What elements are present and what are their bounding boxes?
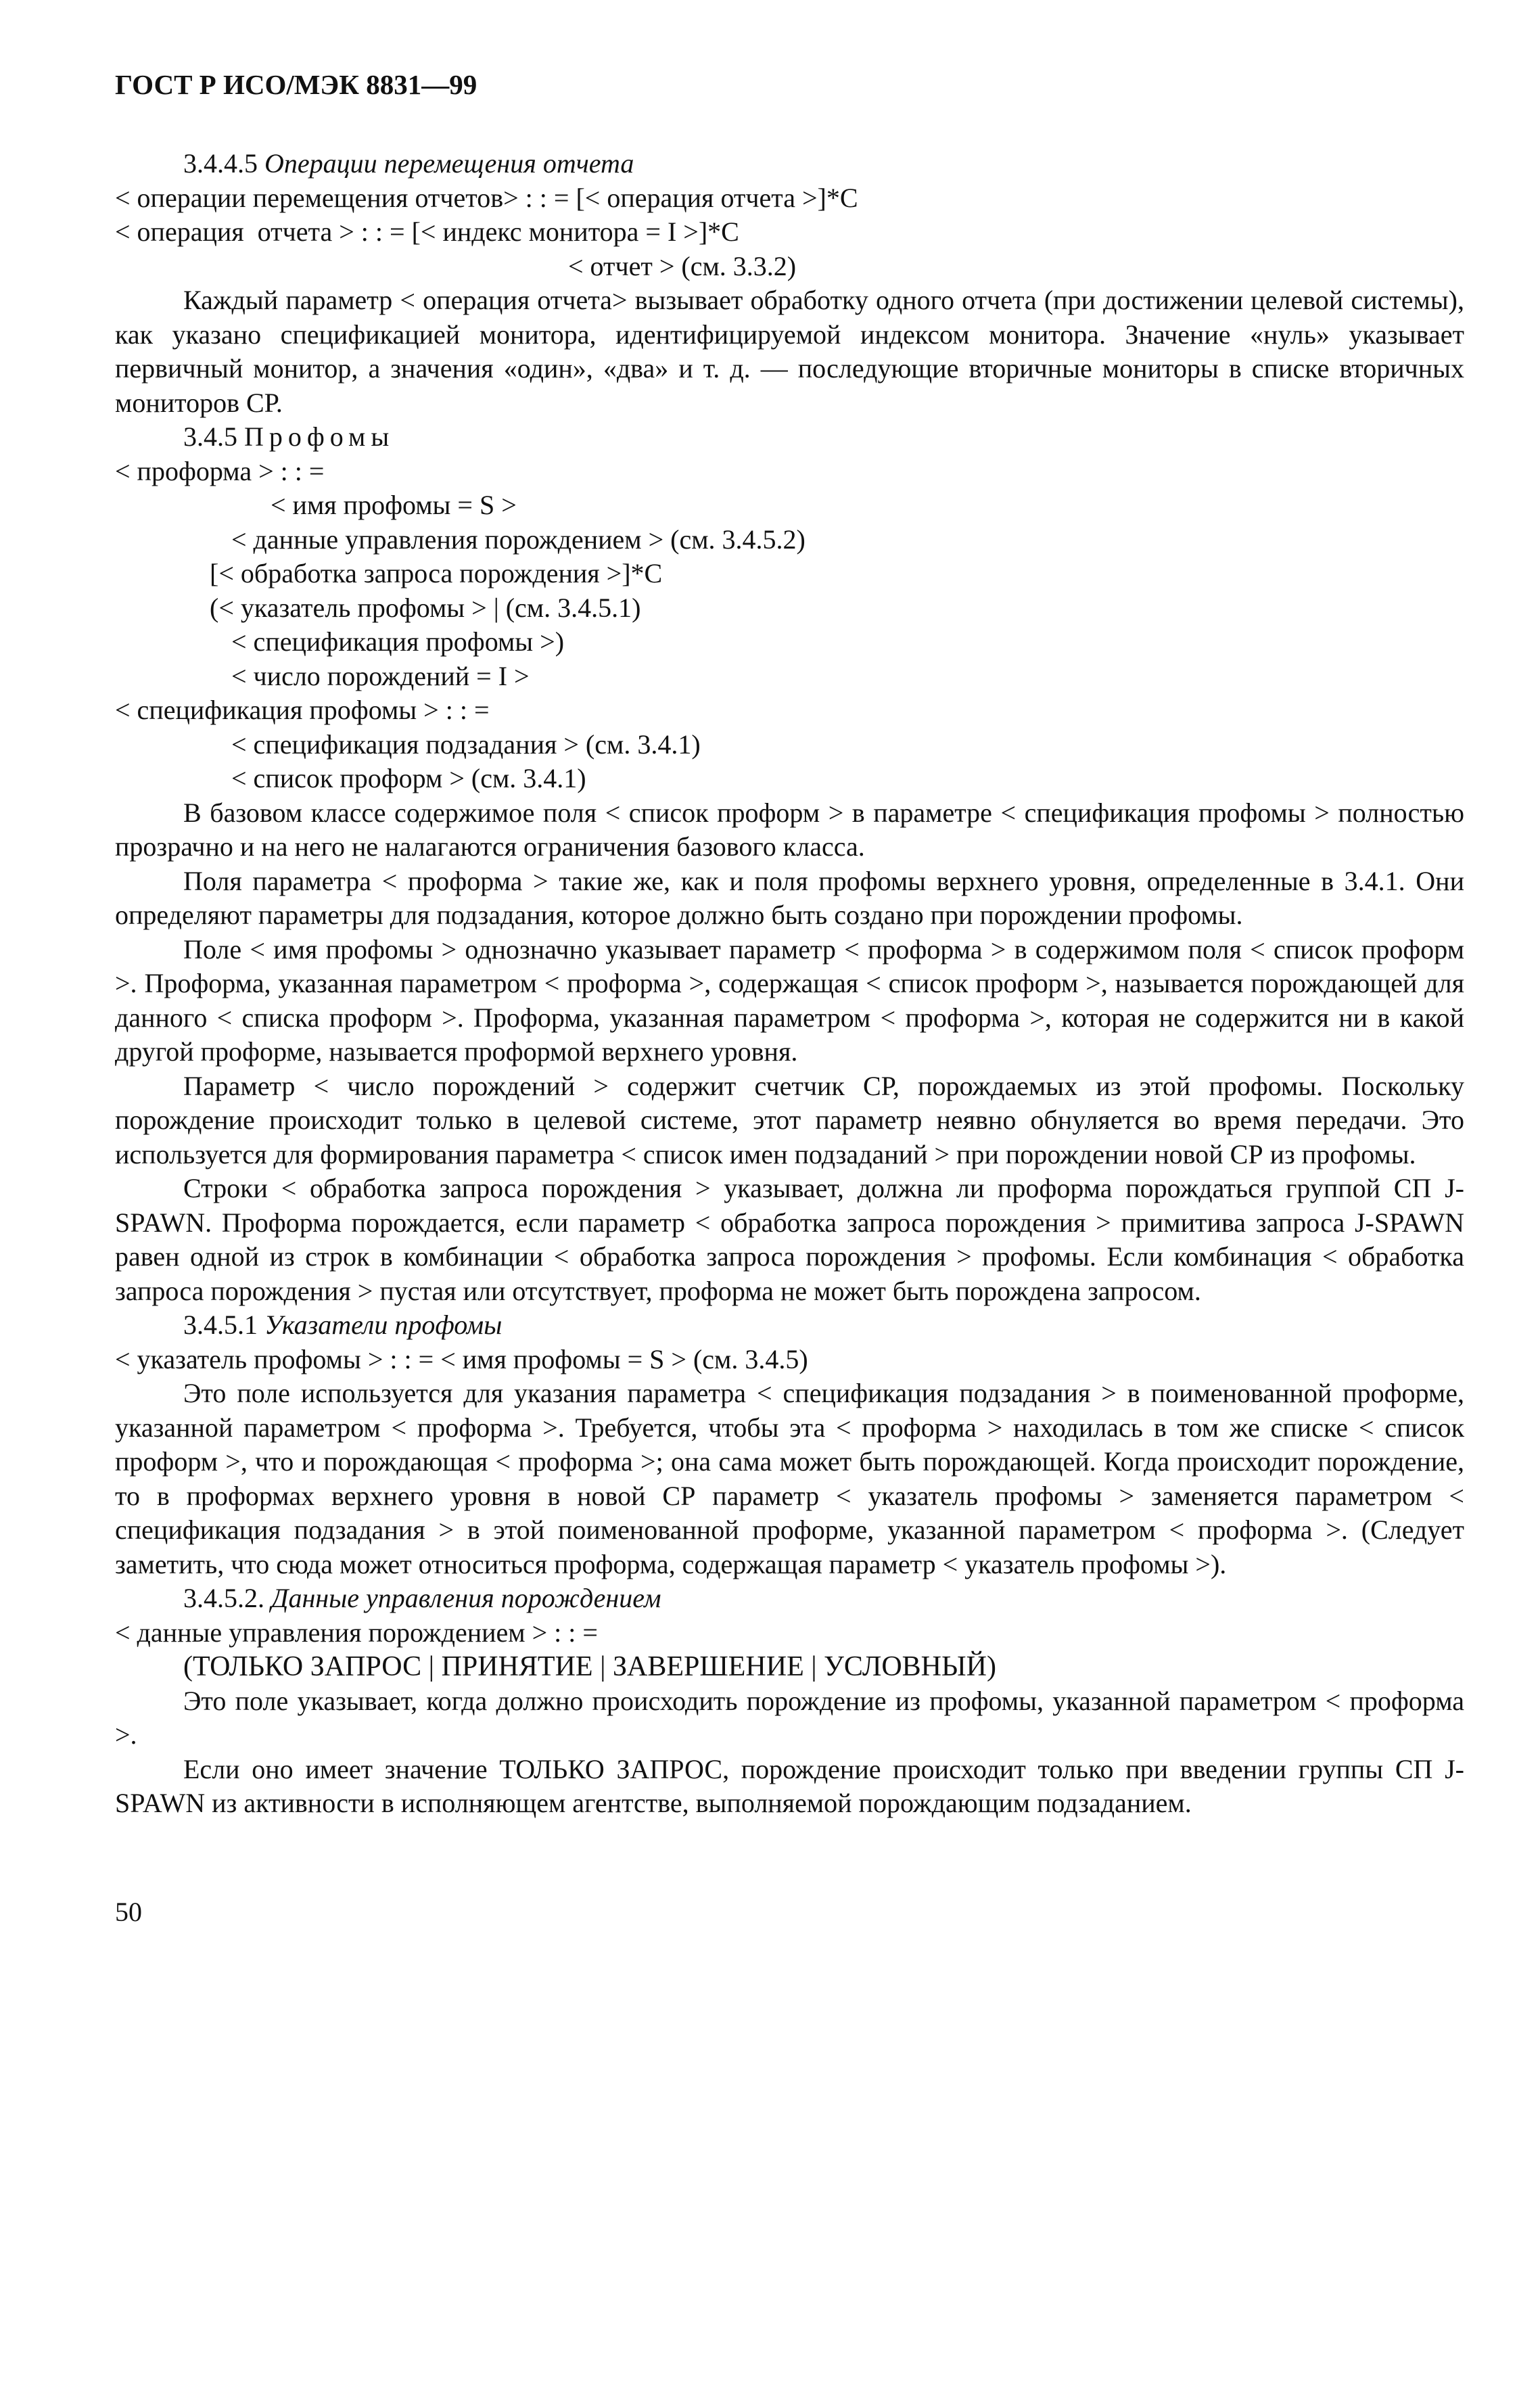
grammar-line: < спецификация профомы > : : = xyxy=(115,695,490,725)
document-page xyxy=(115,68,1464,1929)
grammar-line: < спецификация подзадания > (см. 3.4.1) xyxy=(231,728,701,760)
page-number: 50 xyxy=(115,1896,142,1927)
paragraph: Поля параметра < проформа > такие же, как и поля профомы верхнего уровня, определенные в 3.4.1. Они определяют параметры для подзадания, которое должно быть создано при порождении профомы. xyxy=(115,865,1464,930)
paragraph: В базовом классе содержимое поля < список проформ > в параметре < спецификация профомы > полностью прозрачно и на него не налагаются ограничения базового класса. xyxy=(115,797,1464,862)
section-title: Указатели профомы xyxy=(264,1310,503,1340)
paragraph: Каждый параметр < операция отчета> вызывает обработку одного отчета (при достижении целевой системы), как указано спецификацией монитора, идентифицируемой индексом монитора. Значение «нуль» указывает первичный монитор, а значения «один», «два» и т. д. — последующие вторичные мониторы в списке вторичных мониторов СР. xyxy=(115,285,1464,418)
grammar-line: [< обработка запроса порождения >]*С xyxy=(210,558,663,588)
paragraph: Строки < обработка запроса порождения > указывает, должна ли проформа порождаться группой СП J-SPAWN. Проформа порождается, если параметр < обработка запроса порождения > примитива запроса J-SPAWN равен одной из строк в комбинации < обработка запроса порождения > профомы. Если комбинация < обработка запроса порождения > пустая или отсутствует, проформа не может быть порождена запросом. xyxy=(115,1173,1464,1306)
grammar-line: < отчет > (см. 3.3.2) xyxy=(568,250,797,281)
grammar-line: < данные управления порождением > (см. 3.4.5.2) xyxy=(231,524,806,555)
section-title: Данные управления порождением xyxy=(271,1583,661,1613)
section-number: 3.4.4.5 xyxy=(183,148,258,179)
grammar-line: < список проформ > (см. 3.4.1) xyxy=(231,763,586,793)
grammar-line: (ТОЛЬКО ЗАПРОС | ПРИНЯТИЕ | ЗАВЕРШЕНИЕ | УСЛОВНЫЙ) xyxy=(183,1651,996,1682)
grammar-line: < операция отчета > : : = [< индекс монитора = I >]*С xyxy=(115,216,739,247)
paragraph: Поле < имя профомы > однозначно указывает параметр < проформа > в содержимом поля < список проформ >. Проформа, указанная параметром < проформа >, содержащая < список проформ >, называется порождающей для данного < списка проформ >. Проформа, указанная параметром < проформа >, которая не содержится ни в какой другой проформе, называется проформой верхнего уровня. xyxy=(115,933,1464,1067)
section-heading xyxy=(115,147,1464,181)
section-heading xyxy=(115,1308,1464,1343)
section-number: 3.4.5.1 xyxy=(183,1310,258,1340)
section-title: Операции перемещения отчета xyxy=(264,148,634,179)
grammar-line: < имя профомы = S > xyxy=(271,490,517,520)
paragraph: Параметр < число порождений > содержит счетчик СР, порождаемых из этой профомы. Поскольку порождение происходит только в целевой системе, этот параметр неявно обнуляется во время передачи. Это используется для формирования параметра < список имен подзаданий > при порождении новой СР из профомы. xyxy=(115,1070,1464,1170)
grammar-line: < число порождений = I > xyxy=(231,660,530,691)
grammar-line: (< указатель профомы > | (см. 3.4.5.1) xyxy=(210,592,641,623)
section-heading xyxy=(115,420,1464,455)
grammar-line: < данные управления порождением > : : = xyxy=(115,1617,598,1648)
grammar-line: < спецификация профомы >) xyxy=(231,626,565,657)
section-number: 3.4.5.2. xyxy=(183,1583,264,1613)
paragraph: Если оно имеет значение ТОЛЬКО ЗАПРОС, порождение происходит только при введении группы СП J-SPAWN из активности в исполняющем агентстве, выполняемой порождающим подзаданием. xyxy=(115,1753,1464,1818)
section-title: Профомы xyxy=(244,421,395,452)
section-heading xyxy=(115,1581,1464,1616)
grammar-line: < проформа > : : = xyxy=(115,455,325,486)
grammar-line: < указатель профомы > : : = < имя профомы = S > (см. 3.4.5) xyxy=(115,1343,808,1374)
document-header: ГОСТ Р ИСО/МЭК 8831—99 xyxy=(115,69,477,100)
section-number: 3.4.5 xyxy=(183,421,237,452)
paragraph: Это поле используется для указания параметра < спецификация подзадания > в поименованной проформе, указанной параметром < проформа >. Требуется, чтобы эта < проформа > находилась в том же списке < список проформ >, что и порождающая < проформа >; она сама может быть порождающей. Когда происходит порождение, то в проформах верхнего уровня в новой СР параметр < указатель профомы > заменяется параметром < спецификация подзадания > в этой поименованной проформе, указанной параметром < проформа >. (Следует заметить, что сюда может относиться проформа, содержащая параметр < указатель профомы >). xyxy=(115,1378,1464,1579)
paragraph: Это поле указывает, когда должно происходить порождение из профомы, указанной параметром < проформа >. xyxy=(115,1685,1464,1750)
grammar-line: < операции перемещения отчетов> : : = [< операция отчета >]*С xyxy=(115,182,858,213)
